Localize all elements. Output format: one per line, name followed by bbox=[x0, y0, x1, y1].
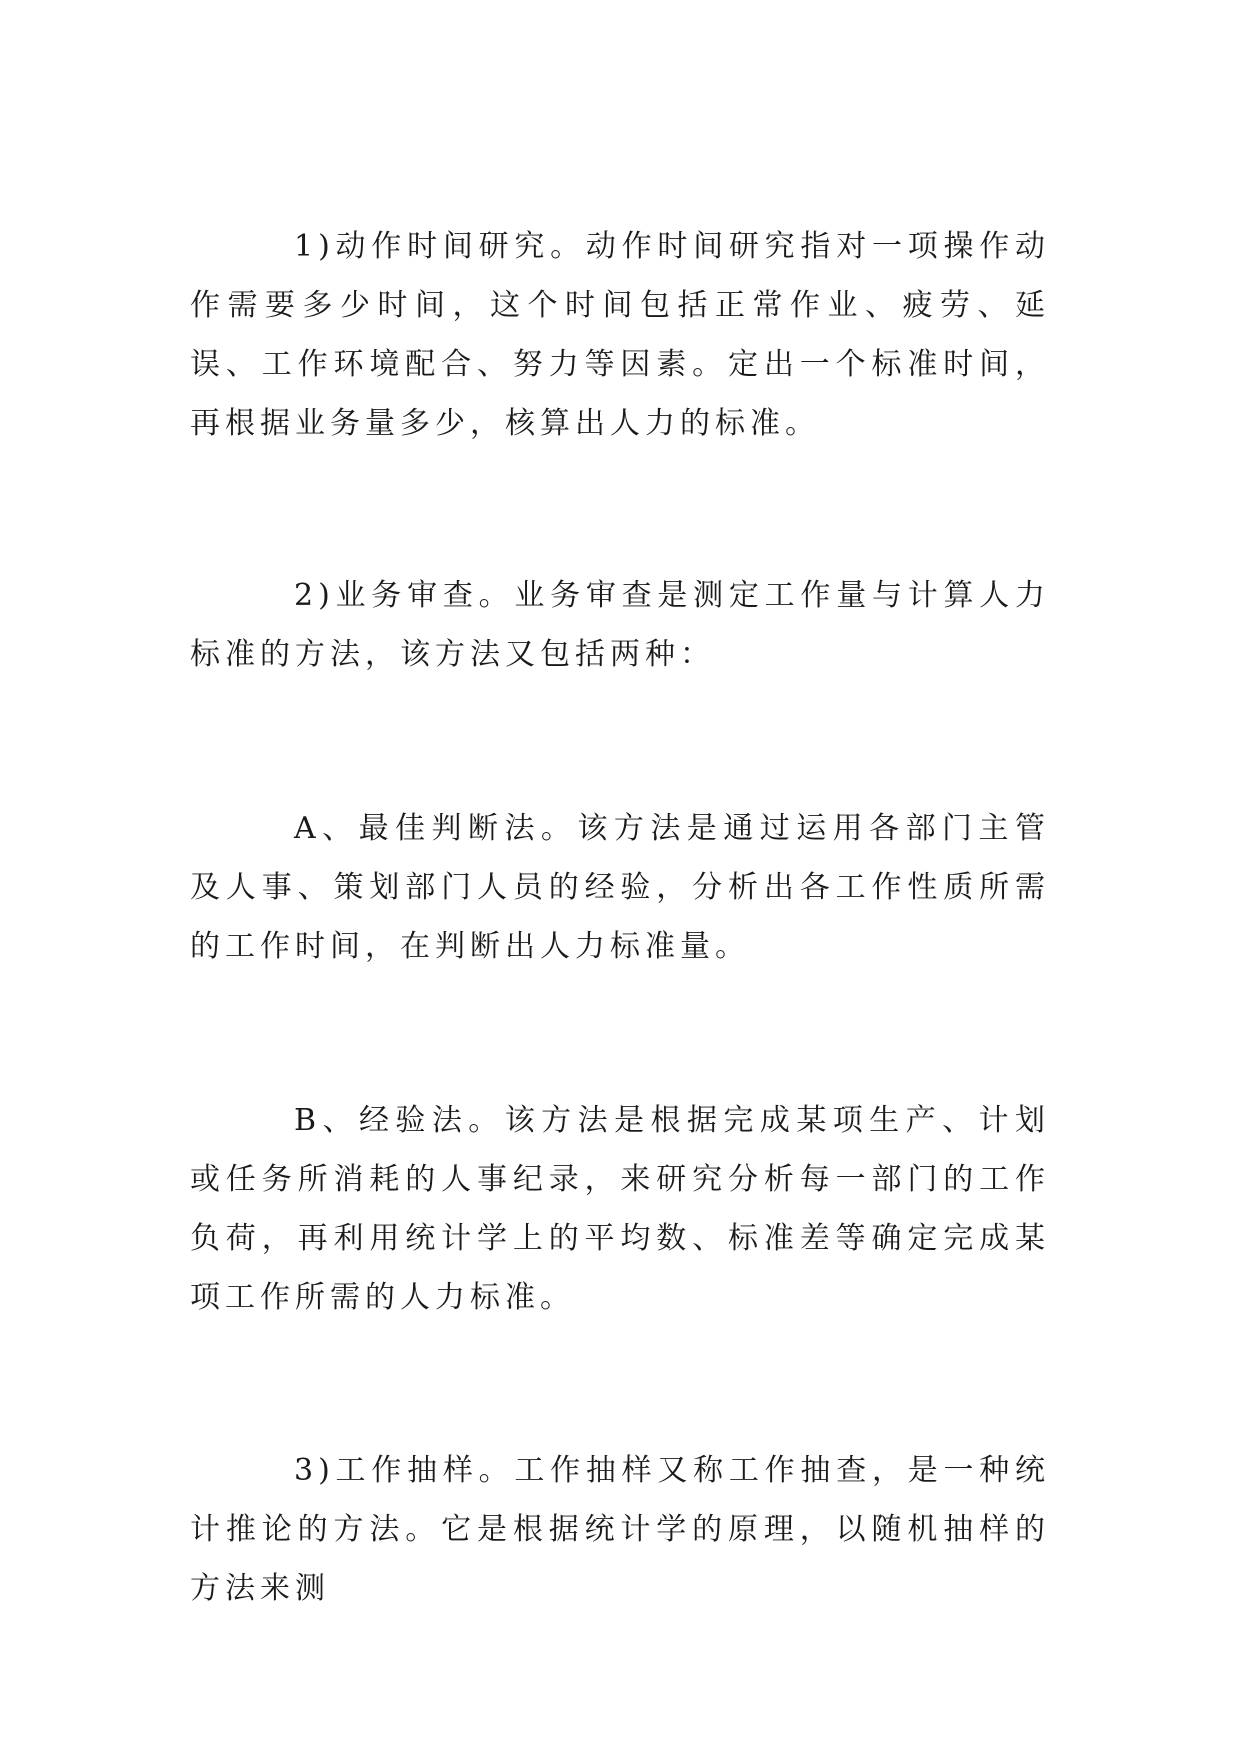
paragraph-work-sampling: 3)工作抽样。工作抽样又称工作抽查，是一种统计推论的方法。它是根据统计学的原理，以随机抽样的方法来测 bbox=[190, 1453, 1050, 1606]
paragraph-experience-method: B、经验法。该方法是根据完成某项生产、计划或任务所消耗的人事纪录，来研究分析每一部门的工作负荷，再利用统计学上的平均数、标准差等确定完成某项工作所需的人力标准。 bbox=[190, 1103, 1050, 1315]
paragraph-motion-time-study: 1)动作时间研究。动作时间研究指对一项操作动作需要多少时间，这个时间包括正常作业、疲劳、延误、工作环境配合、努力等因素。定出一个标准时间，再根据业务量多少，核算出人力的标准。 bbox=[190, 229, 1050, 441]
paragraph-best-judgment-method: A、最佳判断法。该方法是通过运用各部门主管及人事、策划部门人员的经验，分析出各工作性质所需的工作时间，在判断出人力标准量。 bbox=[190, 811, 1050, 964]
paragraph-business-review: 2)业务审查。业务审查是测定工作量与计算人力标准的方法，该方法又包括两种： bbox=[190, 578, 1050, 672]
